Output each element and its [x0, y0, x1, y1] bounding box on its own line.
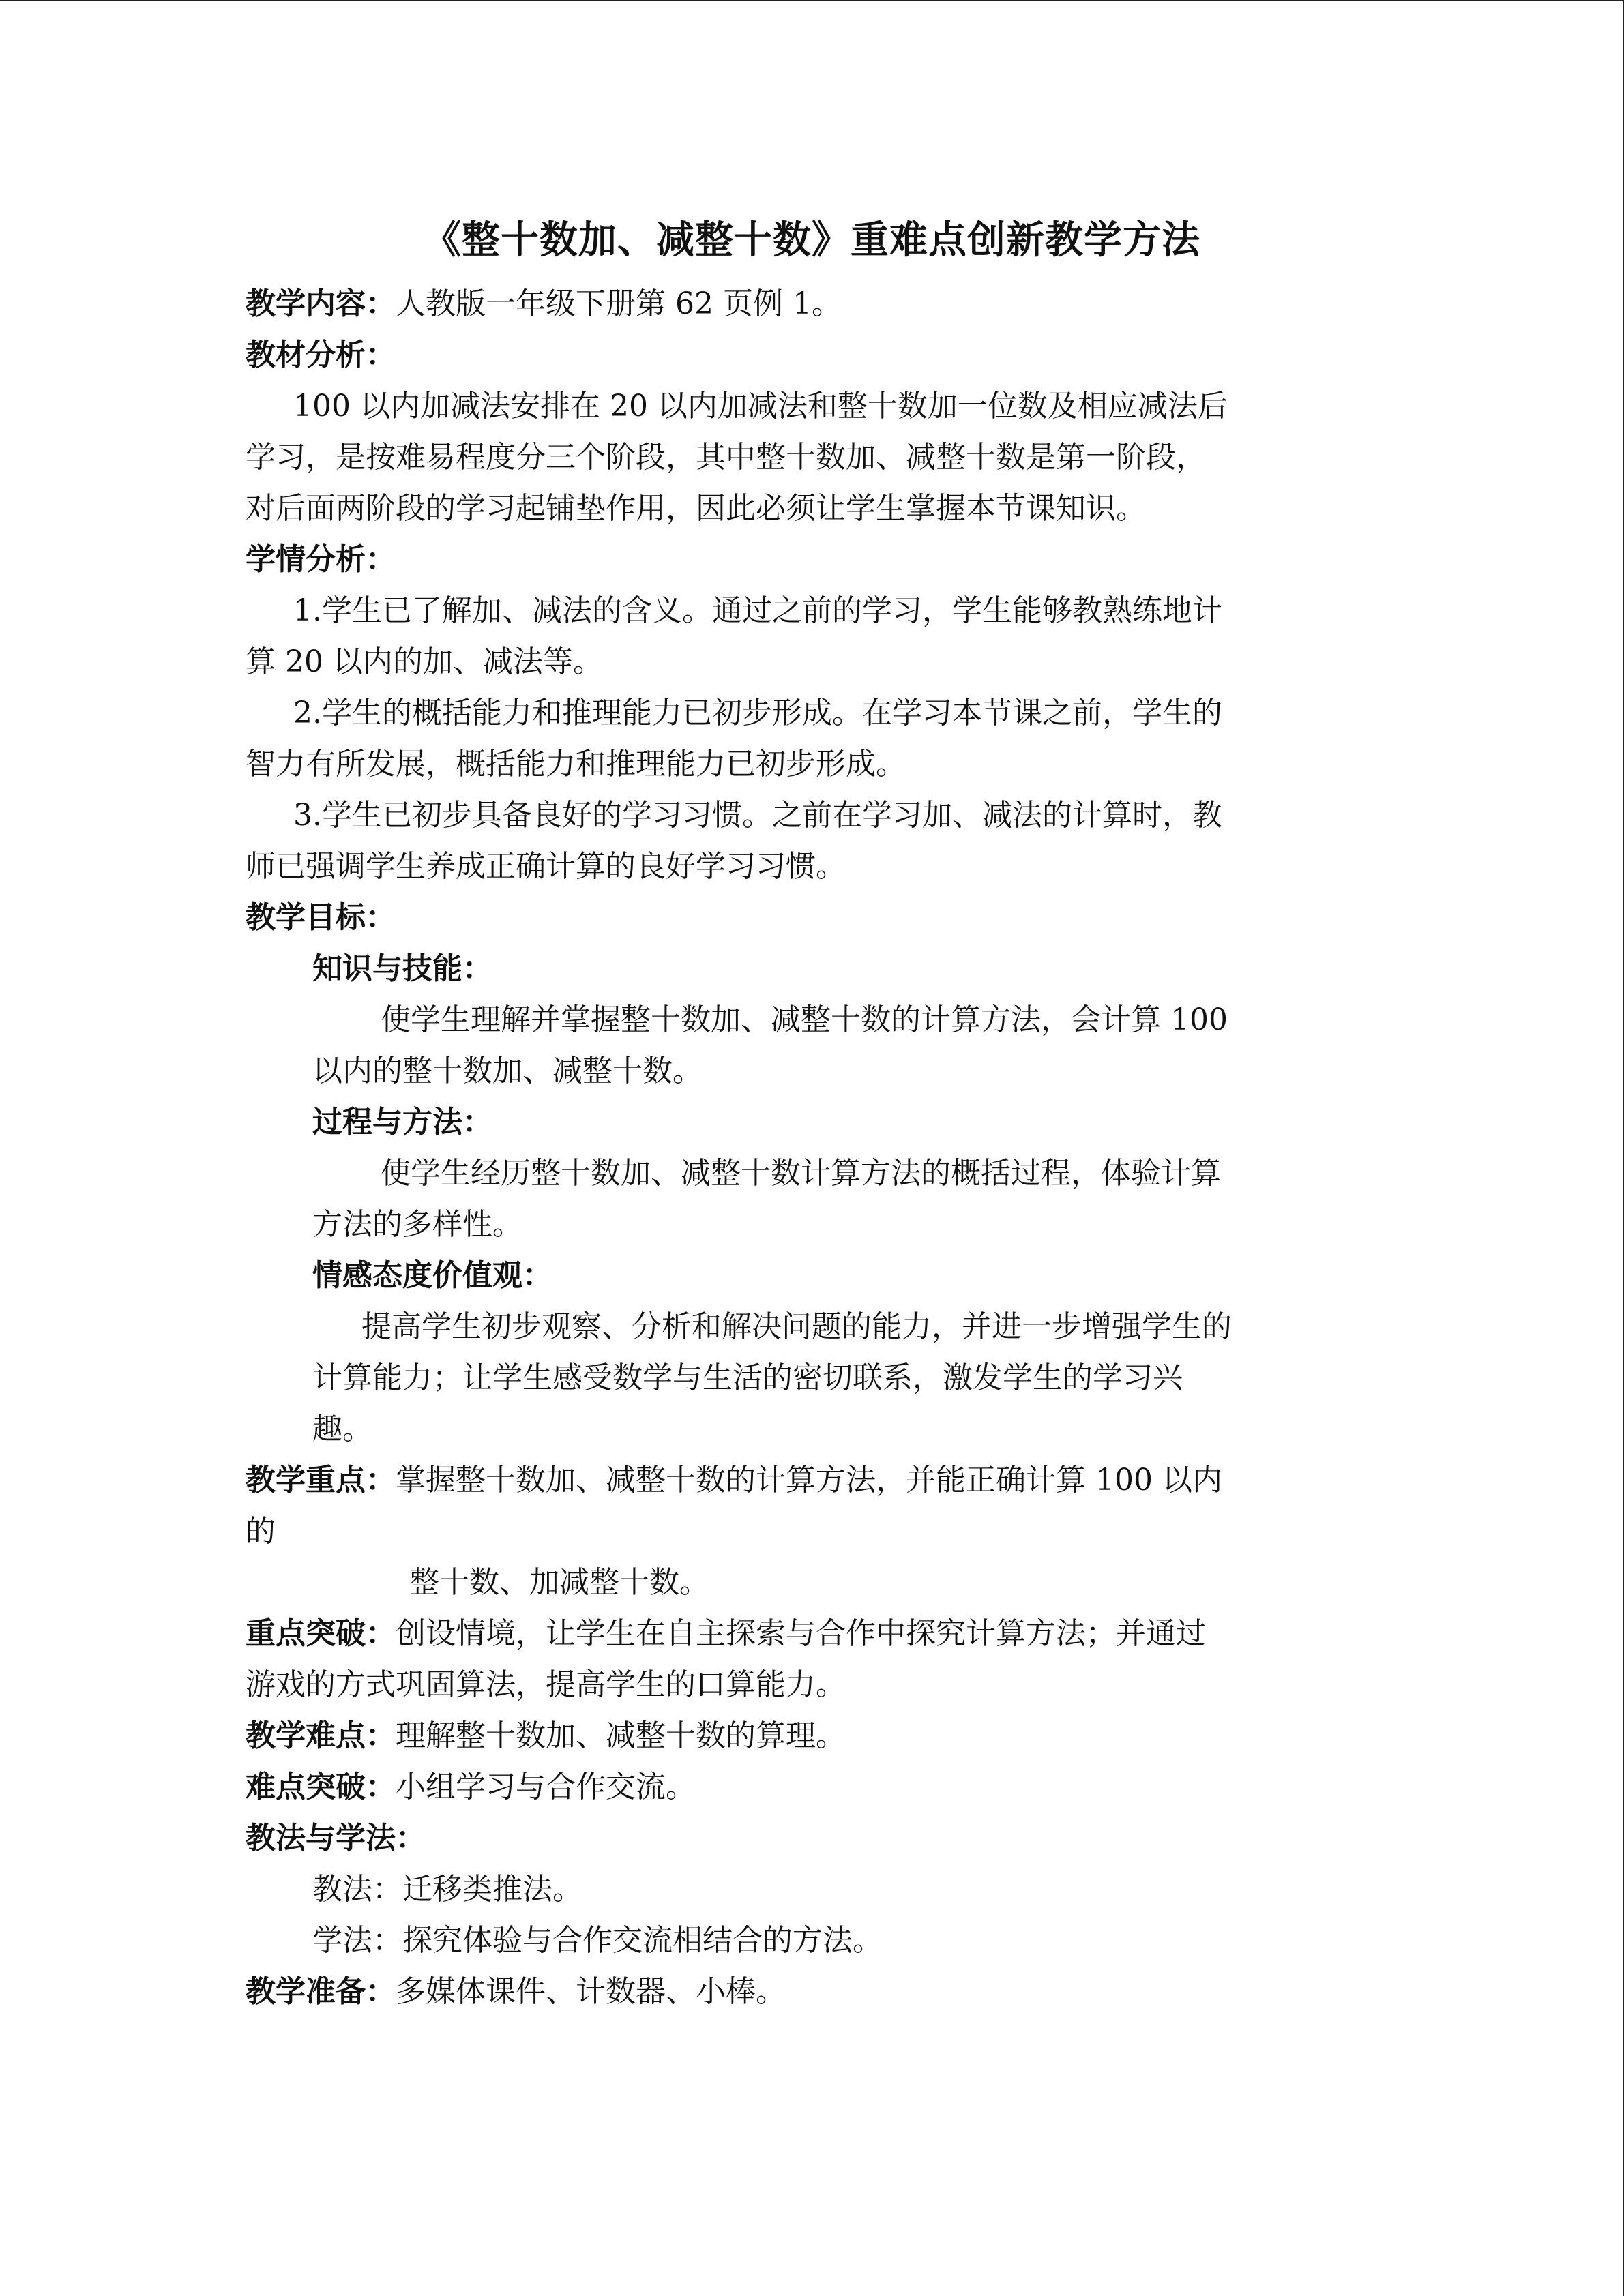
difficulty-label: 教学难点： — [246, 1718, 396, 1753]
key-point-line — [246, 1455, 1378, 1506]
knowledge-line-1: 使学生理解并掌握整十数加、减整十数的计算方法，会计算 100 — [381, 1002, 1228, 1037]
key-point-label: 教学重点： — [246, 1463, 396, 1497]
knowledge-heading: 知识与技能： — [312, 951, 492, 986]
material-line-3: 对后面两阶段的学习起铺垫作用，因此必须让学生掌握本节课知识。 — [246, 491, 1146, 526]
difficulty-break-text: 小组学习与合作交流。 — [396, 1770, 696, 1804]
document-body — [246, 205, 1378, 2017]
key-point-line-2: 的 — [246, 1514, 276, 1549]
content-label: 教学内容： — [246, 286, 396, 321]
methods-heading: 教法与学法： — [246, 1821, 426, 1855]
key-break-line-2: 游戏的方式巩固算法，提高学生的口算能力。 — [246, 1667, 846, 1702]
key-break-text-1: 创设情境，让学生在自主探索与合作中探究计算方法；并通过 — [396, 1616, 1206, 1651]
emotion-line-1: 提高学生初步观察、分析和解决问题的能力，并进一步增强学生的 — [361, 1309, 1232, 1344]
material-line-1: 100 以内加减法安排在 20 以内加减法和整十数加一位数及相应减法后 — [293, 389, 1228, 423]
students-line-5: 3.学生已初步具备良好的学习习惯。之前在学习加、减法的计算时，教 — [293, 798, 1222, 833]
document-title: 《整十数加、减整十数》重难点创新教学方法 — [423, 218, 1200, 263]
students-line-4: 智力有所发展，概括能力和推理能力已初步形成。 — [246, 747, 906, 781]
methods-learn: 学法：探究体验与合作交流相结合的方法。 — [312, 1923, 883, 1958]
prep-line — [246, 1966, 1378, 2017]
page-top-border — [0, 0, 1624, 1]
process-heading: 过程与方法： — [312, 1105, 492, 1139]
key-point-line-3: 整十数、加减整十数。 — [409, 1565, 709, 1600]
prep-text: 多媒体课件、计数器、小棒。 — [396, 1974, 786, 2009]
prep-label: 教学准备： — [246, 1974, 396, 2009]
knowledge-line-2: 以内的整十数加、减整十数。 — [312, 1054, 703, 1088]
students-line-2: 算 20 以内的加、减法等。 — [246, 644, 603, 679]
difficulty-break-label: 难点突破： — [246, 1770, 396, 1804]
process-line-2: 方法的多样性。 — [312, 1207, 522, 1242]
students-line-1: 1.学生已了解加、减法的含义。通过之前的学习，学生能够教熟练地计 — [293, 593, 1222, 628]
material-line-2: 学习，是按难易程度分三个阶段，其中整十数加、减整十数是第一阶段， — [246, 440, 1206, 475]
students-heading: 学情分析： — [246, 542, 396, 577]
difficulty-break-line — [246, 1761, 1378, 1813]
goals-heading: 教学目标： — [246, 900, 396, 935]
key-break-line — [246, 1608, 1378, 1659]
material-heading: 教材分析： — [246, 338, 396, 372]
process-line-1: 使学生经历整十数加、减整十数计算方法的概括过程，体验计算 — [381, 1156, 1221, 1191]
emotion-line-2: 计算能力；让学生感受数学与生活的密切联系，激发学生的学习兴 — [312, 1360, 1183, 1395]
key-break-label: 重点突破： — [246, 1616, 396, 1651]
key-point-text-1: 掌握整十数加、减整十数的计算方法，并能正确计算 100 以内 — [396, 1463, 1222, 1497]
emotion-line-3: 趣。 — [312, 1412, 372, 1446]
difficulty-line — [246, 1710, 1378, 1761]
content-text: 人教版一年级下册第 62 页例 1。 — [396, 286, 842, 321]
methods-teach: 教法：迁移类推法。 — [312, 1872, 582, 1907]
content-line — [246, 278, 1378, 329]
difficulty-text: 理解整十数加、减整十数的算理。 — [396, 1718, 846, 1753]
emotion-heading: 情感态度价值观： — [312, 1258, 552, 1293]
students-line-3: 2.学生的概括能力和推理能力已初步形成。在学习本节课之前，学生的 — [293, 696, 1222, 730]
students-line-6: 师已强调学生养成正确计算的良好学习习惯。 — [246, 849, 846, 884]
